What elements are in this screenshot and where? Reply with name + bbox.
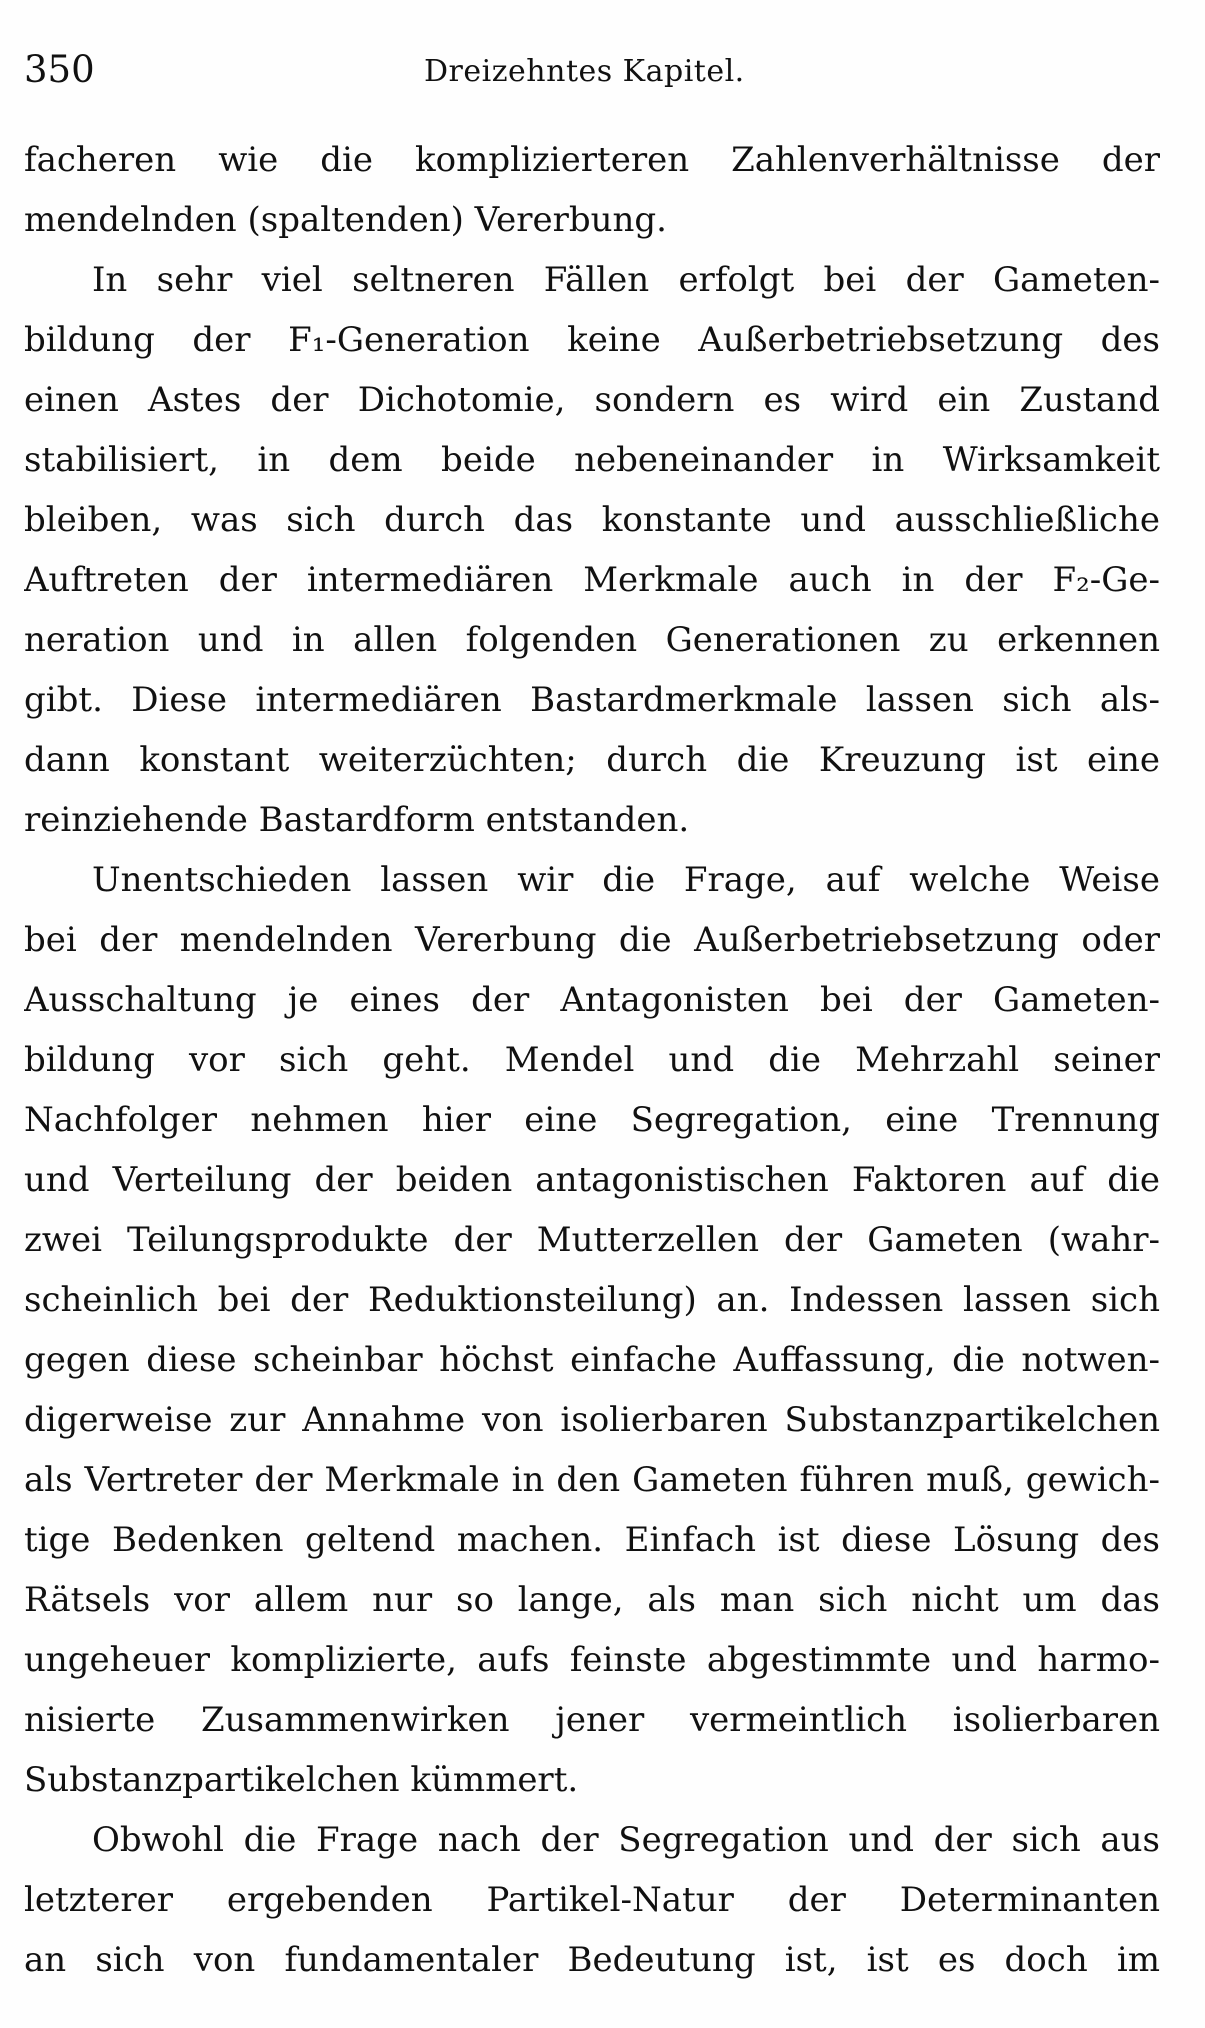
- text-line: zwei Teilungsprodukte der Mutterzellen der Gameten (wahr-: [24, 1220, 1160, 1260]
- text-line: und Verteilung der beiden antagonistischen Faktoren auf die: [24, 1160, 1160, 1200]
- body-text: [24, 130, 1160, 1990]
- text-line: Ausschaltung je eines der Antagonisten bei der Gameten-: [24, 980, 1160, 1020]
- text-line: ungeheuer komplizierte, aufs feinste abgestimmte und harmo-: [24, 1640, 1160, 1680]
- text-line: bildung vor sich geht. Mendel und die Mehrzahl seiner: [24, 1040, 1160, 1080]
- text-line: neration und in allen folgenden Generationen zu erkennen: [24, 620, 1160, 660]
- text-line: reinziehende Bastardform entstanden.: [24, 800, 690, 840]
- paragraph-1: [24, 130, 1160, 250]
- text-line: Rätsels vor allem nur so lange, als man sich nicht um das: [24, 1580, 1160, 1620]
- paragraph-3: [24, 850, 1160, 1810]
- text-line: scheinlich bei der Reduktionsteilung) an. Indessen lassen sich: [24, 1280, 1160, 1320]
- page-number: 350: [24, 48, 95, 91]
- text-line: als Vertreter der Merkmale in den Gameten führen muß, gewich-: [24, 1460, 1160, 1500]
- paragraph-2: [24, 250, 1160, 850]
- text-line: einen Astes der Dichotomie, sondern es wird ein Zustand: [24, 380, 1160, 420]
- text-line: facheren wie die komplizierteren Zahlenverhältnisse der: [24, 140, 1160, 180]
- text-line: Obwohl die Frage nach der Segregation und der sich aus: [92, 1820, 1160, 1860]
- text-line: Nachfolger nehmen hier eine Segregation, eine Trennung: [24, 1100, 1160, 1140]
- text-line: nisierte Zusammenwirken jener vermeintlich isolierbaren: [24, 1700, 1160, 1740]
- paragraph-4: [24, 1810, 1160, 1990]
- text-line: gibt. Diese intermediären Bastardmerkmale lassen sich als-: [24, 680, 1160, 720]
- text-line: Auftreten der intermediären Merkmale auch in der F₂-Ge-: [24, 560, 1160, 600]
- chapter-title: Dreizehntes Kapitel.: [424, 54, 745, 89]
- text-line: In sehr viel seltneren Fällen erfolgt bei der Gameten-: [92, 260, 1160, 300]
- running-head: [24, 44, 1160, 96]
- text-line: an sich von fundamentaler Bedeutung ist, ist es doch im: [24, 1940, 1160, 1980]
- text-line: letzterer ergebenden Partikel-Natur der Determinanten: [24, 1880, 1160, 1920]
- text-line: tige Bedenken geltend machen. Einfach ist diese Lösung des: [24, 1520, 1160, 1560]
- text-line: digerweise zur Annahme von isolierbaren Substanzpartikelchen: [24, 1400, 1160, 1440]
- text-line: Substanzpartikelchen kümmert.: [24, 1760, 579, 1800]
- text-line: bei der mendelnden Vererbung die Außerbetriebsetzung oder: [24, 920, 1160, 960]
- text-line: dann konstant weiterzüchten; durch die Kreuzung ist eine: [24, 740, 1160, 780]
- text-line: mendelnden (spaltenden) Vererbung.: [24, 200, 667, 240]
- text-line: Unentschieden lassen wir die Frage, auf welche Weise: [92, 860, 1160, 900]
- text-line: bleiben, was sich durch das konstante und ausschließliche: [24, 500, 1160, 540]
- text-line: bildung der F₁-Generation keine Außerbetriebsetzung des: [24, 320, 1160, 360]
- text-line: gegen diese scheinbar höchst einfache Auffassung, die notwen-: [24, 1340, 1160, 1380]
- text-line: stabilisiert, in dem beide nebeneinander in Wirksamkeit: [24, 440, 1160, 480]
